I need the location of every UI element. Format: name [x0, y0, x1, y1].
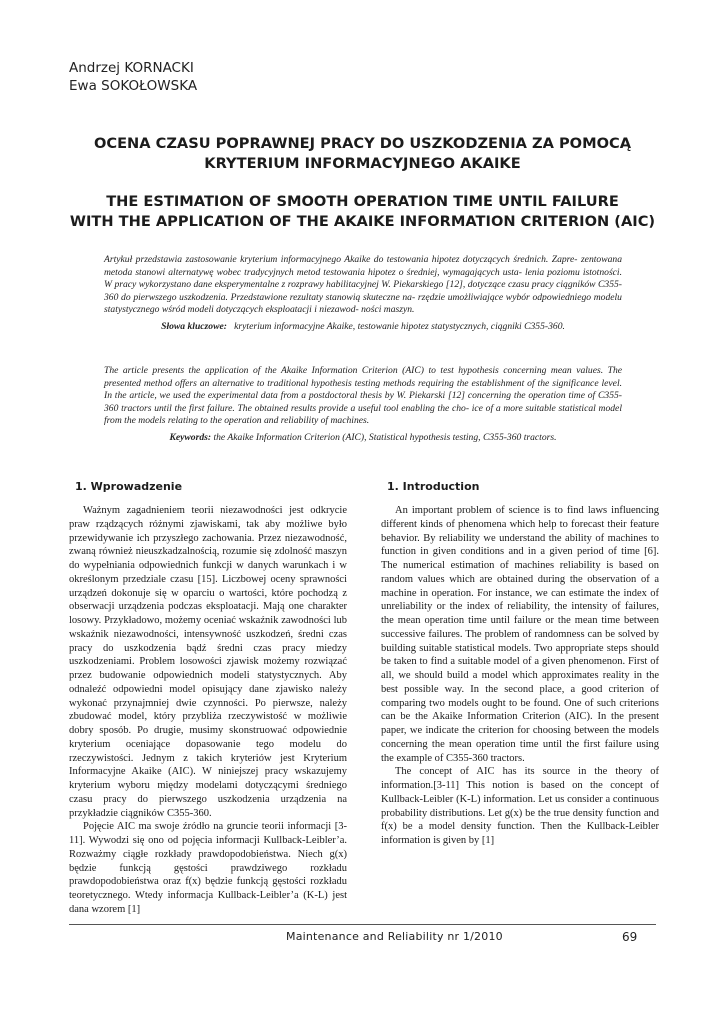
author-2: Ewa SOKOŁOWSKA	[69, 78, 198, 94]
abstract-polish-text	[104, 254, 622, 317]
abstract-english-line: ice of a more suitable statistical model from the models relating to the operation and reliability of machines.	[104, 402, 622, 427]
keywords-english-label: Keywords:	[169, 431, 212, 443]
column-english	[381, 480, 659, 848]
keywords-polish-text: kryterium informacyjne Akaike, testowanie hipotez statystycznych, ciągniki C355-360.	[234, 320, 565, 332]
abstract-english	[104, 365, 622, 445]
section-heading-english: 1. Introduction	[387, 480, 480, 493]
footer-divider	[69, 924, 656, 925]
column-polish	[69, 480, 347, 917]
abstract-english-line: the operation time of C355-360 tractors until the first failure. The obtained results provide a useful tool enabling the cho-	[104, 390, 623, 414]
abstract-polish-line: ności maszyn.	[361, 304, 415, 316]
abstract-polish-line: lenia poziomu istotności. W pracy wykorzystano dane eksperymentalne z rozprawy habilitacyjnej W. Piekarskiego [12],	[104, 266, 622, 291]
abstract-polish-line: zentowana metoda stanowi alternatywę wobec tradycyjnych metod testowania hipotez o średniej, wymagających usta-	[104, 254, 622, 278]
abstract-english-line: The presented method offers an alternative to traditional hypothesis testing methods requiring the establishment of the	[104, 365, 622, 389]
paragraph-english-1: An important problem of science is to find laws influencing different kinds of phenomena which help to forecast their feature behavior. By reliability we understand the ability of machines to function in given conditions and in a given period of time [6]. The numerical estimation of machines reliability is based on random values which are obtained during the observation of a machine in operation. For instance, we can estimate the index of unreliability or the index of reliability, the intensity of failures, the mean operation time until failure or the mean time between successive failures. The problem of randomness can be solved by building suitable statistical models. Two appropriate steps should be taken to find a suitable model of a given phenomenon. First of all, we should build a model which approximates reality in the best possible way. In the second place, a good criterion of comparing two models ought to be found. One of such criterions can be the Akaike Information Criterion (AIC). In the present paper, we indicate the criterion for choosing between the models concerning the mean operation time until the first failure using the example of C355-360 tractors.	[381, 505, 659, 764]
abstract-polish-line: rzędzie umożliwiające wybór odpowiedniego modelu statystycznego wśród modeli dotyczących eksploatacji i niezawod-	[104, 291, 622, 316]
paragraph-polish-2: Pojęcie AIC ma swoje źródło na gruncie teorii informacji [3-11]. Wywodzi się ono od pojęcia informacji Kullback-Leibler’a. Rozważmy ciągłe rozkłady prawdopodobieństwa. Niech g(x) będzie funkcją gęstości prawdziwego rozkładu prawdopodobieństwa oraz f(x) będzie funkcją gęstości rozkładu teoretycznego. Wtedy informacja Kullback-Leibler’a (K-L) jest dana wzorem [1]	[69, 821, 347, 915]
abstract-english-text	[104, 365, 622, 428]
title-english-line-2: WITH THE APPLICATION OF THE AKAIKE INFORMATION CRITERION (AIC)	[69, 212, 656, 230]
title-polish	[60, 134, 665, 173]
paragraph-polish-1: Ważnym zagadnieniem teorii niezawodności jest odkrycie praw rządzących różnymi zjawiskami, tak aby możliwe było przewidywanie ich przyszłego zachowania. Przez niezawodność, zwaną również nieuszkadzalnością, rozumie się zdolność maszyn do wypełniania odpowiednich funkcji w danych warunkach i w określonym przedziale czasu [15]. Liczbowej oceny sprawności urządzeń dokonuje się w oparciu o wartości, które pochodzą z obserwacji urządzenia podczas eksploatacji. Mają one charakter losowy. Przykładowo, możemy oceniać wskaźnik zawodności lub wskaźnik niezawodności, intensywność uszkodzeń, średni czas pracy do uszkodzenia bądź średni czas pracy miedzy uszkodzeniami. Problem losowości zjawisk możemy rozwiązać przez budowanie odpowiednich modeli statystycznych. Aby odnaleźć odpowiedni model opisujący dane zjawisko należy wykonać przynajmniej dwie czynności. Po pierwsze, należy zbudować model, który przybliża rzeczywistość w możliwie dobry sposób. Po drugie, musimy skonstruować odpowiednie kryterium oceniające dopasowanie tego modelu do rzeczywistości. Jednym z takich kryteriów jest Kryterium Informacyjne Akaike (AIC). W niniejszej pracy wskazujemy kryterium wyboru między modelami dotyczącymi średniego czasu pracy do pierwszego uszkodzenia urządzenia na przykładzie ciągników C355-360.	[69, 505, 347, 819]
title-polish-line-2: KRYTERIUM INFORMACYJNEGO AKAIKE	[204, 154, 521, 172]
author-1: Andrzej KORNACKI	[69, 60, 194, 76]
abstract-polish-line: dotyczące czasu pracy ciągników C355-360 do pierwszego uszkodzenia. Przedstawione rezultaty stanowią skuteczne na-	[104, 279, 622, 303]
abstract-english-line: significance level. In the article, we used the experimental data from a postdoctoral thesis by W. Piekarski [12] concerning	[104, 377, 623, 402]
section-heading-polish: 1. Wprowadzenie	[75, 480, 183, 493]
keywords-english	[104, 432, 622, 445]
journal-name: Maintenance and Reliability nr 1/2010	[286, 930, 503, 943]
paragraph-english-2: The concept of AIC has its source in the theory of information.[3-11] This notion is based on the concept of Kullback-Leibler (K-L) information. Let us consider a continuous probability distributions. Let g(x) be the true density function and f(x) be a model density function. Then the Kullback-Leibler information is given by [1]	[381, 766, 659, 846]
keywords-polish	[104, 321, 622, 334]
page-number: 69	[622, 930, 638, 944]
abstract-polish	[104, 254, 622, 334]
abstract-english-line: The article presents the application of the Akaike Information Criterion (AIC) to test hypothesis concerning mean values.	[104, 365, 604, 376]
title-english	[60, 192, 665, 231]
abstract-polish-line: Artykuł przedstawia zastosowanie kryterium informacyjnego Akaike do testowania hipotez dotyczących średnich. Zapre-	[104, 254, 578, 265]
title-polish-line-1: OCENA CZASU POPRAWNEJ PRACY DO USZKODZENIA ZA POMOCĄ	[93, 135, 632, 152]
keywords-polish-label: Słowa kluczowe:	[161, 320, 227, 332]
keywords-english-text: the Akaike Information Criterion (AIC), Statistical hypothesis testing, C355-360 tractors.	[213, 431, 557, 443]
authors-block	[69, 59, 197, 95]
title-english-line-1: THE ESTIMATION OF SMOOTH OPERATION TIME UNTIL FAILURE	[106, 193, 619, 210]
